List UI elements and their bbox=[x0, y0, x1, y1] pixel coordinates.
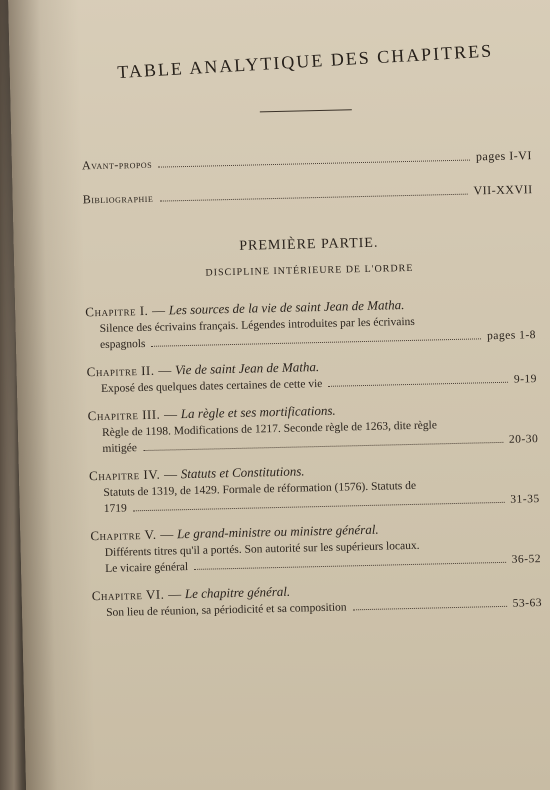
chapter-entry bbox=[89, 457, 540, 517]
chapter-desc-line: Différents titres qu'il a portés. Son autorité sur les supérieurs locaux. bbox=[104, 539, 420, 559]
toc-label: Avant-propos bbox=[81, 156, 153, 173]
chapter-number: Chapitre IV. — bbox=[88, 466, 178, 484]
toc-entry-bibliographie bbox=[83, 180, 533, 208]
chapter-desc-line: Règle de 1198. Modifications de 1217. Seconde règle de 1263, dite règle bbox=[101, 419, 438, 439]
chapter-title: Vie de saint Jean de Matha. bbox=[174, 359, 320, 378]
toc-label: Bibliographie bbox=[82, 190, 154, 207]
chapter-desc-end: mitigée bbox=[102, 442, 138, 455]
chapter-list bbox=[85, 293, 542, 621]
leader-dots bbox=[151, 338, 481, 346]
chapter-desc-line: Silence des écrivains français. Légendes introduites par les écrivains bbox=[99, 315, 415, 336]
toc-pages: pages I-VI bbox=[475, 148, 533, 164]
chapter-title: Le chapitre général. bbox=[184, 583, 291, 602]
chapter-title: Les sources de la vie de saint Jean de Matha. bbox=[168, 297, 405, 318]
chapter-desc-line: Statuts de 1319, de 1429. Formale de réformation (1576). Statuts de bbox=[103, 479, 417, 499]
toc-entry-avant-propos bbox=[82, 146, 532, 174]
chapter-pages: 53-63 bbox=[512, 597, 543, 610]
chapter-number: Chapitre VI. — bbox=[91, 586, 182, 604]
chapter-desc-end: Le vicaire général bbox=[105, 561, 189, 575]
chapter-entry bbox=[87, 397, 538, 457]
part-subtitle: DISCIPLINE INTÉRIEURE DE L'ORDRE bbox=[205, 262, 414, 279]
chapter-desc-end: 1719 bbox=[103, 502, 127, 515]
leader-dots bbox=[133, 502, 505, 511]
title-rule bbox=[260, 109, 352, 112]
chapter-entry bbox=[86, 353, 537, 397]
chapter-desc-end: Exposé des quelques dates certaines de cette vie bbox=[100, 377, 323, 395]
chapter-number: Chapitre I. — bbox=[85, 302, 166, 320]
chapter-title: Statuts et Constitutions. bbox=[180, 463, 305, 482]
chapter-pages: 31-35 bbox=[510, 493, 540, 506]
chapter-pages: pages 1-8 bbox=[486, 329, 537, 343]
chapter-desc-end: Son lieu de réunion, sa périodicité et sa composition bbox=[106, 601, 347, 619]
leader-dots bbox=[194, 562, 506, 570]
chapter-desc-end: espagnols bbox=[99, 337, 146, 352]
leader-dots bbox=[158, 160, 470, 168]
chapter-pages: 20-30 bbox=[508, 433, 539, 446]
page-title: TABLE ANALYTIQUE DES CHAPITRES bbox=[116, 40, 494, 83]
leader-dots bbox=[328, 382, 508, 387]
chapter-pages: 36-52 bbox=[511, 553, 542, 566]
toc-pages: VII-XXVII bbox=[473, 182, 533, 198]
book-page bbox=[8, 0, 550, 790]
part-title: PREMIÈRE PARTIE. bbox=[239, 235, 379, 254]
chapter-title: La règle et ses mortifications. bbox=[180, 402, 336, 422]
leader-dots bbox=[353, 606, 507, 610]
chapter-number: Chapitre II. — bbox=[86, 362, 172, 380]
chapter-entry bbox=[92, 577, 543, 621]
chapter-title: Le grand-ministre ou ministre général. bbox=[176, 521, 379, 542]
chapter-number: Chapitre V. — bbox=[90, 526, 174, 544]
leader-dots bbox=[143, 442, 503, 451]
page-content bbox=[79, 18, 542, 621]
chapter-entry bbox=[90, 517, 541, 577]
chapter-pages: 9-19 bbox=[513, 373, 538, 386]
chapter-number: Chapitre III. — bbox=[87, 406, 178, 424]
leader-dots bbox=[159, 194, 467, 202]
chapter-entry bbox=[85, 293, 536, 353]
